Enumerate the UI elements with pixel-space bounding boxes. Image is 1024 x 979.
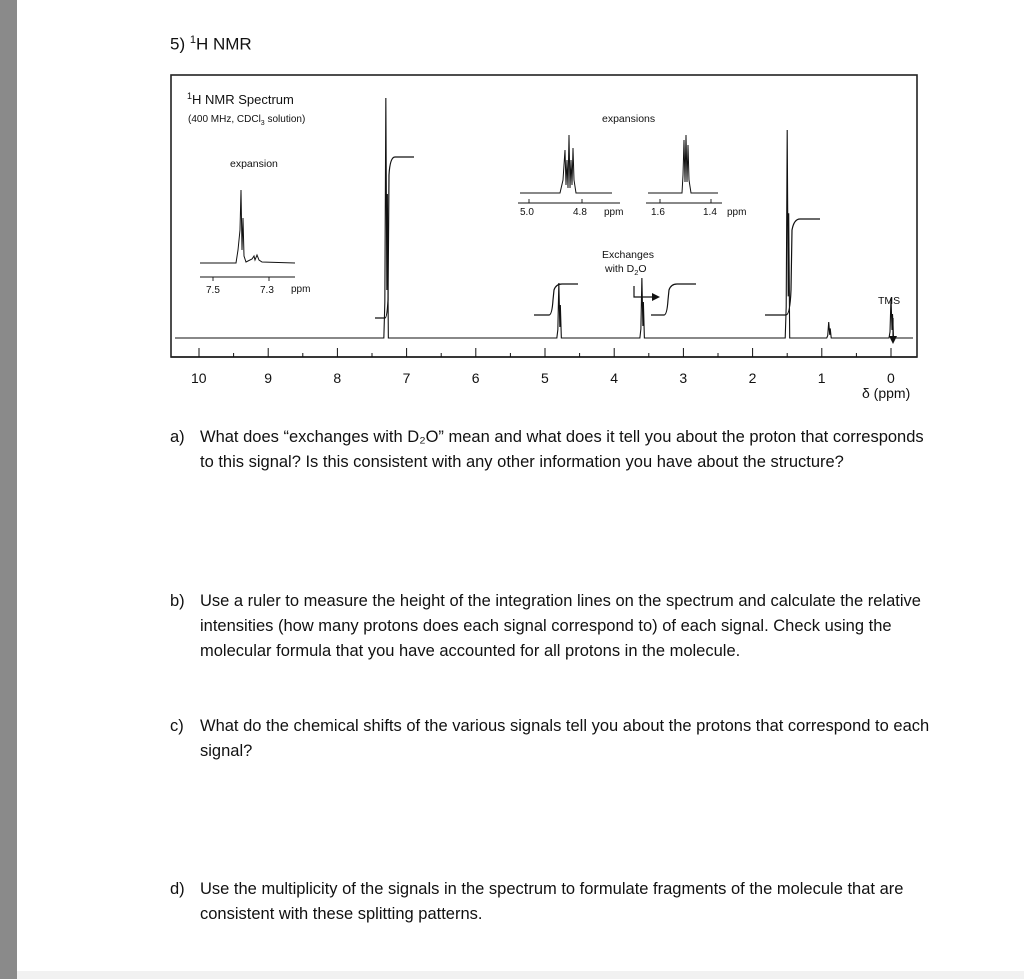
question-b-text: Use a ruler to measure the height of the integration lines on the spectrum and calculate the relative intensities (how many protons does each signal correspond to) of each signal. Check using the molecular formula that you have accounted for all protons in the molecule. — [200, 592, 921, 660]
tms-label: TMS — [878, 295, 901, 307]
inset-right-tick-label-2: 4.8 — [573, 207, 587, 218]
question-a-label: a) — [170, 428, 185, 446]
inset-right-unit-1: ppm — [604, 207, 624, 218]
x-tick-label: 3 — [679, 370, 688, 386]
x-tick-label: 6 — [471, 370, 480, 386]
inset-right-tick-label-1: 5.0 — [520, 207, 534, 218]
x-tick-label: 1 — [817, 370, 826, 386]
inset-right-trace-a — [520, 135, 612, 193]
integration-1-5 — [765, 219, 820, 315]
x-tick-label: 4 — [610, 370, 618, 386]
question-a-text: What does “exchanges with D₂O” mean and what does it tell you about the proton that corresponds to this signal? Is this consistent with any other information you have about the structure? — [200, 428, 924, 471]
x-axis-label: δ (ppm) — [862, 385, 911, 401]
integration-aromatic — [375, 157, 414, 318]
question-d-label: d) — [170, 880, 185, 898]
x-axis-tick-labels — [191, 370, 895, 386]
viewer-bottom-edge — [17, 971, 1024, 979]
inset-right-unit-2: ppm — [727, 207, 747, 218]
question-b-label: b) — [170, 592, 185, 610]
integration-4-8 — [534, 284, 578, 315]
question-d — [170, 877, 930, 927]
x-tick-label: 7 — [402, 370, 411, 386]
inset-right-trace-b — [648, 135, 718, 193]
inset-left-tick-label-2: 7.3 — [260, 285, 274, 296]
spectrum-subtitle: (400 MHz, CDCl$_3$ solution) — [188, 114, 306, 127]
x-axis-ticks — [199, 348, 891, 357]
expansion-label: expansion — [230, 158, 278, 170]
question-c-text: What do the chemical shifts of the various signals tell you about the protons that correspond to each signal? — [200, 717, 930, 760]
x-tick-label: 8 — [333, 370, 342, 386]
exchanges-arrow — [634, 286, 654, 297]
isotope-superscript: 1 — [189, 34, 196, 46]
x-tick-label: 5 — [541, 370, 549, 386]
exchanges-arrowhead — [652, 293, 660, 301]
x-tick-label: 10 — [191, 370, 207, 386]
inset-right-tick-label-4: 1.4 — [703, 207, 717, 218]
exchanges-label-line2: with $D_2O$ — [605, 263, 647, 277]
inset-left-trace — [200, 190, 295, 263]
x-tick-label: 0 — [887, 370, 895, 386]
question-c-label: c) — [170, 717, 184, 735]
x-tick-label: 2 — [748, 370, 757, 386]
x-tick-label: 9 — [264, 370, 272, 386]
nmr-spectrum-figure — [0, 0, 1024, 420]
integration-3-6 — [651, 284, 696, 315]
spectrum-title: $^1$H NMR Spectrum — [187, 91, 294, 107]
question-number: 5) — [170, 34, 186, 54]
question-b — [170, 589, 930, 664]
inset-left-unit: ppm — [291, 284, 311, 295]
inset-left-tick-label-1: 7.5 — [206, 285, 220, 296]
question-a — [170, 425, 930, 475]
exchanges-label-line1: Exchanges — [602, 249, 654, 261]
inset-right-tick-label-3: 1.6 — [651, 207, 665, 218]
expansions-label: expansions — [602, 113, 656, 125]
question-title-text: H NMR — [195, 34, 252, 54]
question-c — [170, 714, 930, 764]
spectrum-trace — [175, 98, 913, 338]
question-d-text: Use the multiplicity of the signals in the spectrum to formulate fragments of the molecule that are consistent with these splitting patterns. — [200, 880, 904, 923]
